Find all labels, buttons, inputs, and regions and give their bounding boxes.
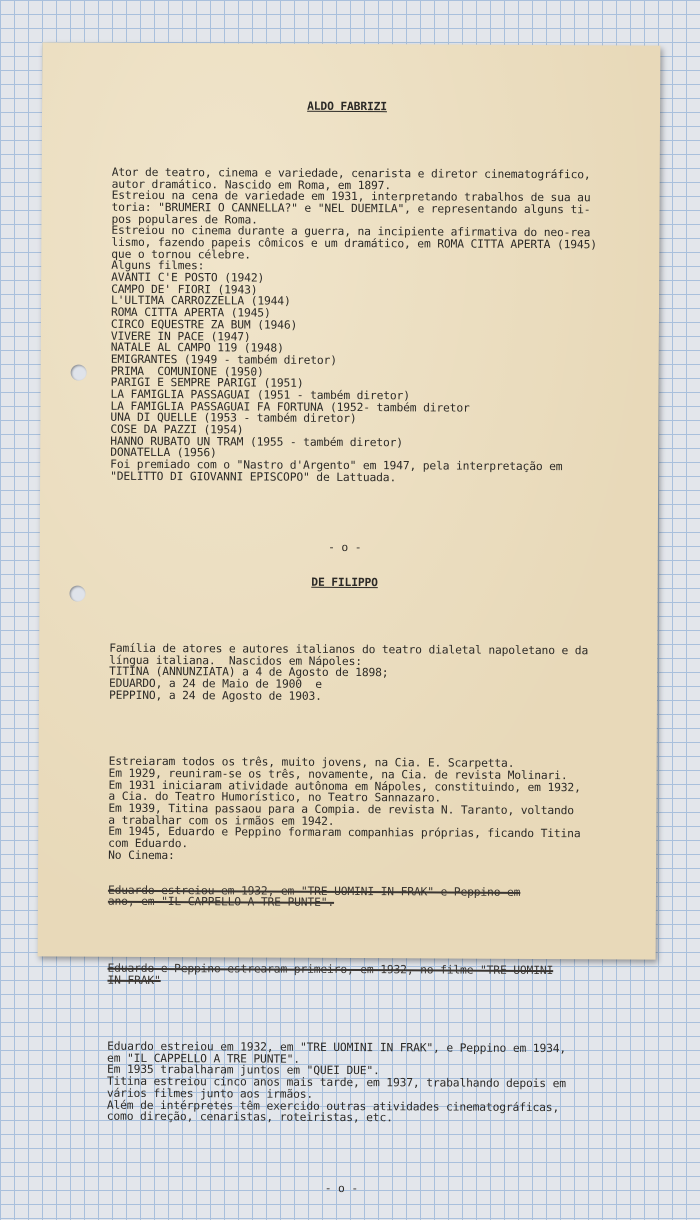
text-line: Em 1929, reuniram-se os três, novamente, na Cia. de revista Molinari. xyxy=(108,766,568,782)
text-line: LA FAMIGLIA PASSAGUAI FA FORTUNA (1952- também diretor xyxy=(110,399,470,415)
text-line: VIVERE IN PACE (1947) xyxy=(110,329,251,344)
separator: - o - xyxy=(328,541,362,555)
section-title-de-filippo: DE FILIPPO xyxy=(311,576,378,590)
text-line: LA FAMIGLIA PASSAGUAI (1951 - também diretor) xyxy=(110,387,410,403)
text-line: Eduardo estreiou em 1932, em "TRE UOMINI IN FRAK", e Peppino em 1934, xyxy=(107,1039,567,1056)
text-line: Em 1939, Titina passaou para a Compia. de revista N. Taranto, voltando xyxy=(108,801,575,818)
text-line: NATALE AL CAMPO 119 (1948) xyxy=(110,340,284,355)
text-line: toria: "BRUMERI O CANNELLA?" e "NEL DUEMILA", e representando alguns ti- xyxy=(111,200,591,217)
section-title-aldo-fabrizi: ALDO FABRIZI xyxy=(307,100,388,114)
text-line: Titina estreiou cinco anos mais tarde, em 1937, trabalhando depois em xyxy=(106,1074,566,1091)
text-line: vários filmes junto aos irmãos. xyxy=(106,1086,314,1101)
text-line: HANNO RUBATO UN TRAM (1955 - também diretor) xyxy=(110,434,404,450)
text-line: que o tornou célebre. xyxy=(111,247,252,262)
text-line: ROMA CITTA APERTA (1945) xyxy=(110,305,271,320)
end-separator: - o - xyxy=(324,1181,359,1195)
text-line: lismo, fazendo papeis cômicos e um dramático, em ROMA CITTA APERTA (1945) xyxy=(111,235,597,252)
text-line: como direção, cenaristas, roteiristas, etc. xyxy=(106,1109,393,1125)
text-line: No Cinema: xyxy=(108,848,175,862)
text-line: com Eduardo. xyxy=(108,836,189,851)
text-line: PARIGI E SEMPRE PARIGI (1951) xyxy=(110,376,304,391)
text-line: Em 1935 trabalharam juntos em "QUEI DUE". xyxy=(106,1063,380,1078)
section-de-filippo-closing xyxy=(107,1041,647,1126)
punch-hole xyxy=(71,365,87,381)
text-line: Ator de teatro, cinema e variedade, cenarista e diretor cinematográfico, xyxy=(111,165,591,182)
text-line: AVANTI C'E POSTO (1942) xyxy=(111,270,265,285)
text-line: PRIMA COMUNIONE (1950) xyxy=(110,364,264,379)
text-line: língua italiana. Nascidos em Nápoles: xyxy=(109,653,362,668)
text-line: pos populares de Roma. xyxy=(111,212,258,227)
typewritten-page xyxy=(38,42,661,1195)
text-line: COSE DA PAZZI (1954) xyxy=(110,422,244,437)
text-line: Eduardo estreiou em 1932, em "TRE UOMINI IN FRAK" e Peppino em xyxy=(107,883,521,899)
text-line: ano, em "IL CAPPELLO A TRE PUNTE". xyxy=(107,895,335,910)
section-aldo-fabrizi-body xyxy=(110,167,652,485)
text-line: EMIGRANTES (1949 - também diretor) xyxy=(110,352,337,367)
text-line: Foi premiado com o "Nastro d'Argento" em 1947, pela interpretação em xyxy=(110,457,563,474)
text-line: PEPPINO, a 24 de Agosto de 1903. xyxy=(108,688,322,703)
text-line: Além de intérpretes têm exercido outras atividades cinematográficas, xyxy=(106,1098,560,1114)
document-text xyxy=(106,77,652,1220)
text-line: UNA DI QUELLE (1953 - também diretor) xyxy=(110,411,357,426)
text-line: a trabalhar com os irmãos em 1942. xyxy=(108,813,335,828)
text-line: autor dramático. Nascido em Roma, em 1897. xyxy=(111,177,392,192)
text-line: IN FRAK" xyxy=(107,973,161,987)
text-line: Estreiou no cinema durante a guerra, na incipiente afirmativa do neo-rea xyxy=(111,224,591,240)
text-line: CIRCO EQUESTRE ZA BUM (1946) xyxy=(110,317,298,332)
struck-out-lines xyxy=(107,963,647,989)
text-line: Estreiaram todos os três, muito jovens, na Cia. E. Scarpetta. xyxy=(108,754,515,770)
text-line: Estreiou na cena de variedade em 1931, interpretando trabalhos de sua au xyxy=(111,189,591,205)
struck-out-lines xyxy=(108,884,648,910)
section-de-filippo-body xyxy=(108,756,649,864)
text-line: TITINA (ANNUNZIATA) a 4 de Agosto de 1898; xyxy=(109,664,389,680)
text-line: a Cia. do Teatro Humorístico, no Teatro Sannazaro. xyxy=(108,789,442,805)
punch-hole xyxy=(69,586,85,602)
text-line: DONATELLA (1956) xyxy=(110,446,217,460)
text-line: "DELITTO DI GIOVANNI EPISCOPO" de Lattuada. xyxy=(110,469,397,485)
text-line: Alguns filmes: xyxy=(111,259,205,273)
text-line: Em 1931 iniciaram atividade autônoma em Nápoles, constituindo, em 1932, xyxy=(108,778,581,794)
text-line: Família de atores e autores italianos do teatro dialetal napoletano e da xyxy=(109,641,589,658)
text-line: Em 1945, Eduardo e Peppino formaram companhias próprias, ficando Titina xyxy=(108,824,581,841)
text-line: em "IL CAPPELLO A TRE PUNTE". xyxy=(107,1051,301,1066)
text-line: CAMPO DE' FIORI (1943) xyxy=(111,282,258,297)
text-line: EDUARDO, a 24 de Maio de 1900 e xyxy=(109,676,322,691)
text-line: L'ULTIMA CARROZZELLA (1944) xyxy=(111,294,291,309)
text-line: Eduardo e Peppino estrearam primeiro, em 1932, no filme "TRE UOMINI xyxy=(107,961,554,977)
section-de-filippo-intro xyxy=(109,643,649,704)
